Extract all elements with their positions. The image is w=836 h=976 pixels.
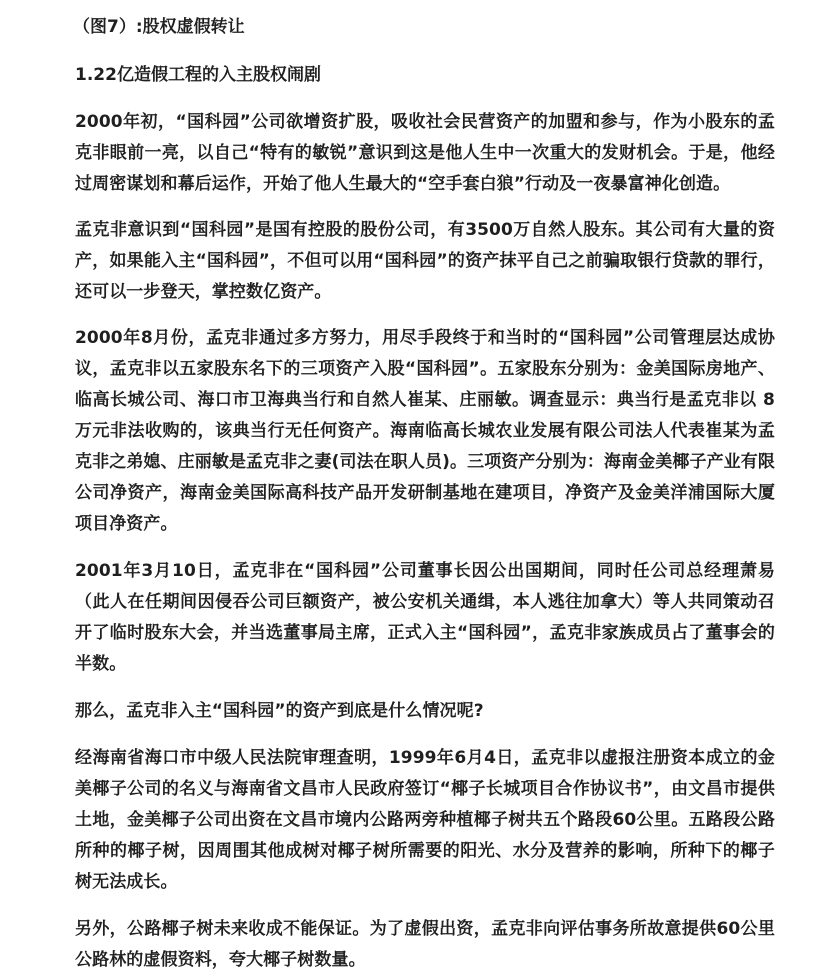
section-subtitle: 1.22亿造假工程的入主股权闹剧 xyxy=(75,65,321,85)
paragraph-1: 2000年初，“国科园”公司欲增资扩股，吸收社会民营资产的加盟和参与，作为小股东的孟克非眼前一亮，以自己“特有的敏锐”意识到这是他人生中一次重大的发财机会。于是，他经过周密谋划和幕后运作，开始了他人生最大的“空手套白狼”行动及一夜暴富神化创造。 xyxy=(75,112,775,194)
paragraph-5: 那么，孟克非入主“国科园”的资产到底是什么情况呢? xyxy=(75,701,484,721)
paragraph-2: 孟克非意识到“国科园”是国有控股的股份公司，有3500万自然人股东。其公司有大量的资产，如果能入主“国科园”，不但可以用“国科园”的资产抹平自己之前骗取银行贷款的罪行，还可以一步登天，掌控数亿资产。 xyxy=(75,220,775,302)
paragraph-4: 2001年3月10日，孟克非在“国科园”公司董事长因公出国期间，同时任公司总经理萧易（此人在任期间因侵吞公司巨额资产，被公安机关通缉，本人逃往加拿大）等人共同策动召开了临时股东大会，并当选董事局主席，正式入主“国科园”，孟克非家族成员占了董事会的半数。 xyxy=(75,561,775,674)
paragraph-7: 另外，公路椰子树未来收成不能保证。为了虚假出资，孟克非向评估事务所故意提供60公里公路林的虚假资料，夸大椰子树数量。 xyxy=(75,919,775,970)
figure-caption: （图7）:股权虚假转让 xyxy=(73,17,245,37)
article xyxy=(75,12,775,976)
paragraph-6: 经海南省海口市中级人民法院审理查明，1999年6月4日，孟克非以虚报注册资本成立的金美椰子公司的名义与海南省文昌市人民政府签订“椰子长城项目合作协议书”，由文昌市提供土地，金美椰子公司出资在文昌市境内公路两旁种植椰子树共五个路段60公里。五路段公路所种的椰子树，因周围其他成树对椰子树所需要的阳光、水分及营养的影响，所种下的椰子树无法成长。 xyxy=(75,748,775,892)
paragraph-3: 2000年8月份，孟克非通过多方努力，用尽手段终于和当时的“国科园”公司管理层达成协议，孟克非以五家股东名下的三项资产入股“国科园”。五家股东分别为：金美国际房地产、临高长城公司、海口市卫海典当行和自然人崔某、庄丽敏。调查显示：典当行是孟克非以 8 万元非法收购的，该典当行无任何资产。海南临高长城农业发展有限公司法人代表崔某为孟克非之弟媳、庄丽敏是孟克非之妻(司法在职人员)。三项资产分别为：海南金美椰子产业有限公司净资产，海南金美国际高科技产品开发研制基地在建项目，净资产及金美洋浦国际大厦项目净资产。 xyxy=(75,328,775,534)
